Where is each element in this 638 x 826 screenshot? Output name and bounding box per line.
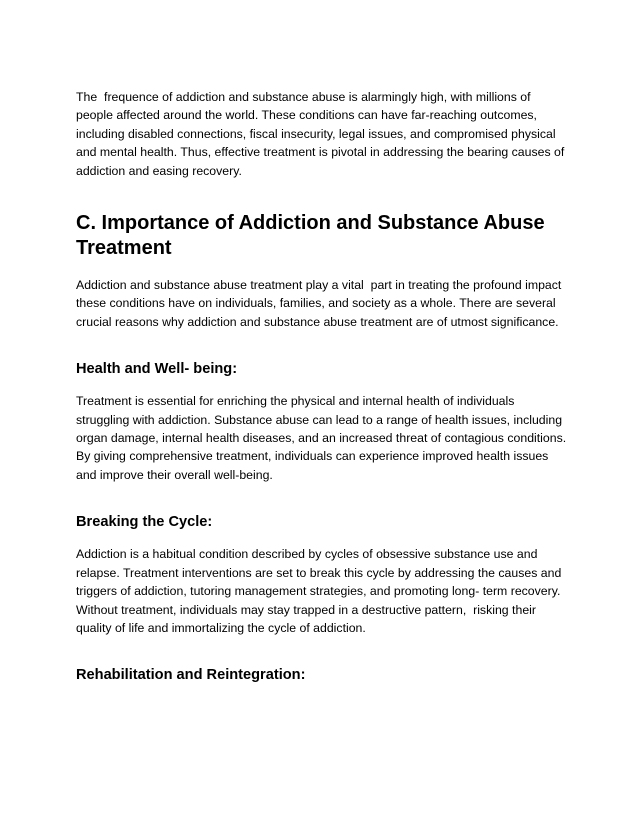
section-heading: C. Importance of Addiction and Substance Abuse Treatment bbox=[76, 212, 545, 260]
subsection-heading-rehabilitation: Rehabilitation and Reintegration: bbox=[76, 667, 306, 684]
subsection-heading-health: Health and Well- being: bbox=[76, 361, 238, 378]
section-paragraph: Addiction and substance abuse treatment play a vital part in treating the profound impact these conditions have on individuals, families, and society as a whole. There are several crucial reasons why addiction and substance abuse treatment are of utmost significance. bbox=[76, 278, 565, 329]
subsection-heading-cycle: Breaking the Cycle: bbox=[76, 514, 213, 531]
intro-paragraph: The frequence of addiction and substance abuse is alarmingly high, with millions of people affected around the world. These conditions can have far-reaching outcomes, including disabled connections, fiscal insecurity, legal issues, and compromised physical and mental health. Thus, effective treatment is pivotal in addressing the bearing causes of addiction and easing recovery. bbox=[76, 90, 568, 178]
subsection-paragraph-health: Treatment is essential for enriching the physical and internal health of individuals struggling with addiction. Substance abuse can lead to a range of health issues, including organ damage, internal health diseases, and an increased threat of contagious conditions. By giving comprehensive treatment, individuals can experience improved health issues and improve their overall well-being. bbox=[76, 394, 570, 482]
subsection-paragraph-cycle: Addiction is a habitual condition described by cycles of obsessive substance use and relapse. Treatment interventions are set to break this cycle by addressing the causes and triggers of addiction, tutoring management strategies, and promoting long- term recovery. Without treatment, individuals may stay trapped in a destructive pattern, risking their quality of life and immortalizing the cycle of addiction. bbox=[76, 547, 565, 635]
